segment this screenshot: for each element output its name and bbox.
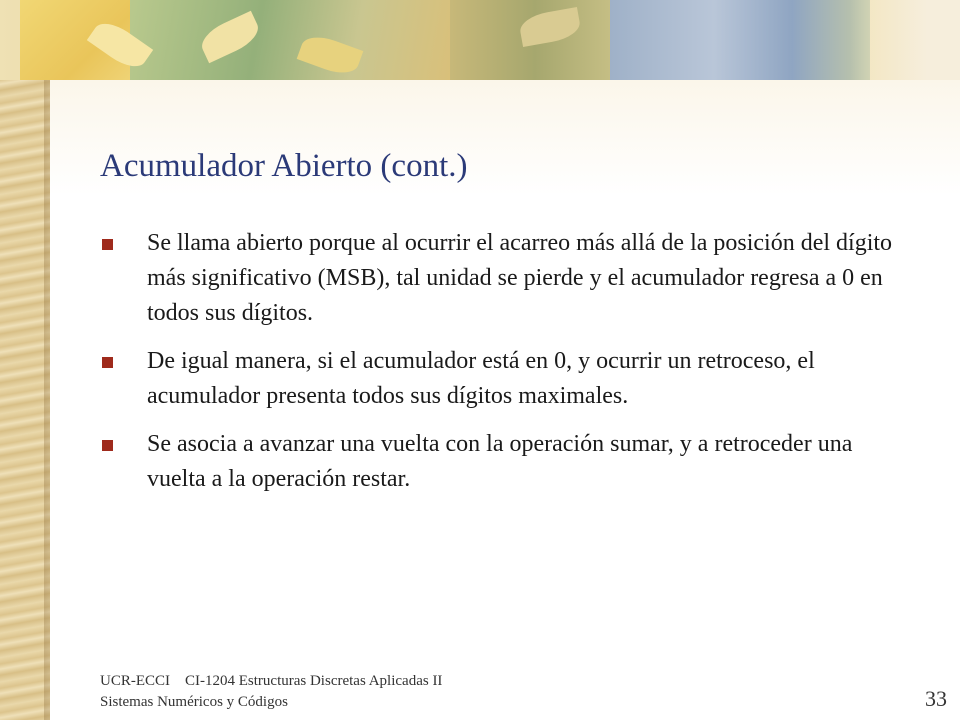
bullet-item <box>100 226 900 331</box>
banner-fade <box>850 0 960 80</box>
square-bullet-icon <box>102 440 113 451</box>
footer-course: UCR-ECCI CI-1204 Estructuras Discretas Aplicadas II <box>100 673 443 689</box>
square-bullet-icon <box>102 357 113 368</box>
bullet-item <box>100 427 900 497</box>
decorative-top-banner <box>0 0 960 80</box>
bullet-text: Se asocia a avanzar una vuelta con la operación sumar, y a retroceder una vuelta a la operación restar. <box>147 431 853 492</box>
page-number: 33 <box>925 686 947 711</box>
bullet-item <box>100 344 900 414</box>
bullet-text: Se llama abierto porque al ocurrir el acarreo más allá de la posición del dígito más significativo (MSB), tal unidad se pierde y el acumulador regresa a 0 en todos sus dígitos. <box>147 230 893 326</box>
square-bullet-icon <box>102 239 113 250</box>
banner-green-leaf-panel <box>130 0 450 80</box>
footer-topic: Sistemas Numéricos y Códigos <box>100 694 288 710</box>
bullet-list <box>100 226 900 510</box>
banner-blue-panel <box>610 0 870 80</box>
decorative-left-strip <box>0 0 50 720</box>
bullet-text: De igual manera, si el acumulador está en 0, y ocurrir un retroceso, el acumulador presenta todos sus dígitos maximales. <box>147 348 815 409</box>
slide-title: Acumulador Abierto (cont.) <box>100 148 468 184</box>
